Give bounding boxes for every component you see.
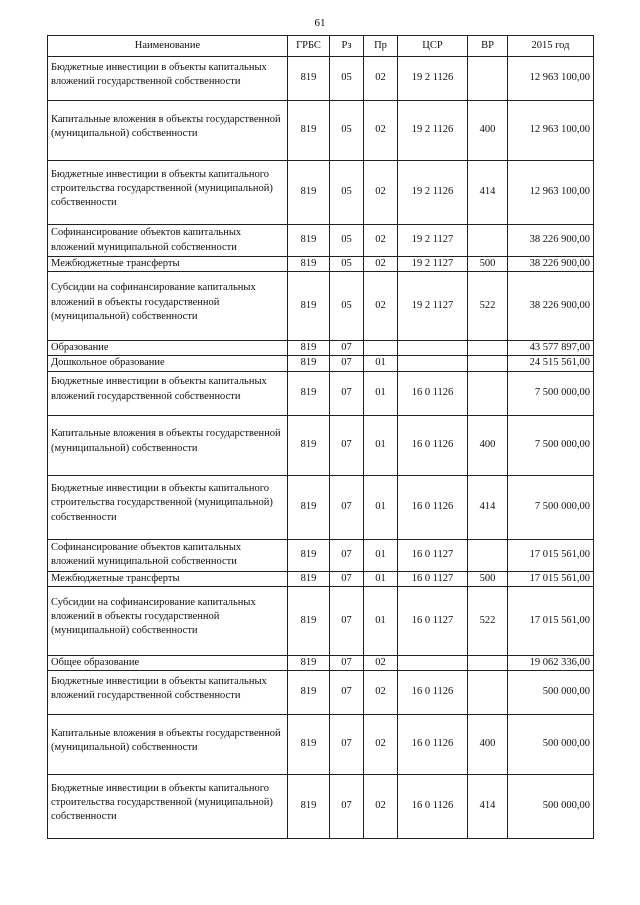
row-csr: 16 0 1126 <box>398 475 468 539</box>
row-rz: 07 <box>330 571 364 586</box>
row-csr: 19 2 1126 <box>398 101 468 161</box>
table-row <box>48 161 594 225</box>
table-header-row <box>48 36 594 57</box>
row-name: Софинансирование объектов капитальных вложений муниципальной собственности <box>48 539 288 571</box>
table-row <box>48 356 594 371</box>
row-rz: 07 <box>330 415 364 475</box>
row-pr: 01 <box>364 475 398 539</box>
row-csr: 16 0 1126 <box>398 670 468 714</box>
table-row <box>48 586 594 655</box>
row-amount: 17 015 561,00 <box>508 586 594 655</box>
row-name: Бюджетные инвестиции в объекты капитальных вложений государственной собственности <box>48 371 288 415</box>
row-vr: 522 <box>468 586 508 655</box>
table-row <box>48 341 594 356</box>
row-name: Субсидии на софинансирование капитальных вложений в объекты государственной (муниципальной) собственности <box>48 272 288 341</box>
row-amount: 12 963 100,00 <box>508 161 594 225</box>
row-pr <box>364 341 398 356</box>
row-grbs: 819 <box>288 774 330 838</box>
row-rz: 07 <box>330 341 364 356</box>
row-amount: 38 226 900,00 <box>508 225 594 257</box>
row-pr: 02 <box>364 655 398 670</box>
row-name: Бюджетные инвестиции в объекты капитального строительства государственной (муниципальной) собственности <box>48 475 288 539</box>
row-grbs: 819 <box>288 714 330 774</box>
row-vr: 500 <box>468 571 508 586</box>
row-rz: 05 <box>330 161 364 225</box>
row-pr: 01 <box>364 371 398 415</box>
row-csr: 16 0 1127 <box>398 539 468 571</box>
row-pr: 02 <box>364 225 398 257</box>
row-vr: 400 <box>468 101 508 161</box>
row-name: Бюджетные инвестиции в объекты капитальных вложений государственной собственности <box>48 670 288 714</box>
row-amount: 7 500 000,00 <box>508 415 594 475</box>
row-grbs: 819 <box>288 670 330 714</box>
table-row <box>48 415 594 475</box>
row-name: Бюджетные инвестиции в объекты капитального строительства государственной (муниципальной) собственности <box>48 774 288 838</box>
row-amount: 500 000,00 <box>508 670 594 714</box>
row-pr: 02 <box>364 714 398 774</box>
row-csr: 16 0 1126 <box>398 371 468 415</box>
page-number: 61 <box>314 17 326 29</box>
row-vr <box>468 539 508 571</box>
row-amount: 7 500 000,00 <box>508 475 594 539</box>
row-rz: 07 <box>330 371 364 415</box>
row-pr: 01 <box>364 586 398 655</box>
row-amount: 500 000,00 <box>508 714 594 774</box>
row-vr: 414 <box>468 161 508 225</box>
row-grbs: 819 <box>288 415 330 475</box>
row-pr: 02 <box>364 257 398 272</box>
row-csr: 16 0 1127 <box>398 571 468 586</box>
table-row <box>48 670 594 714</box>
table-row <box>48 272 594 341</box>
row-name: Капитальные вложения в объекты государственной (муниципальной) собственности <box>48 415 288 475</box>
row-vr: 500 <box>468 257 508 272</box>
header-rz: Рз <box>330 36 364 57</box>
row-amount: 17 015 561,00 <box>508 539 594 571</box>
row-csr <box>398 356 468 371</box>
row-vr <box>468 57 508 101</box>
row-grbs: 819 <box>288 586 330 655</box>
table-row <box>48 257 594 272</box>
table-row <box>48 714 594 774</box>
row-csr: 19 2 1127 <box>398 225 468 257</box>
row-amount: 7 500 000,00 <box>508 371 594 415</box>
row-csr: 16 0 1127 <box>398 586 468 655</box>
row-name: Капитальные вложения в объекты государственной (муниципальной) собственности <box>48 714 288 774</box>
row-name: Дошкольное образование <box>48 356 288 371</box>
row-grbs: 819 <box>288 341 330 356</box>
row-vr <box>468 225 508 257</box>
row-vr <box>468 356 508 371</box>
row-rz: 07 <box>330 586 364 655</box>
row-amount: 38 226 900,00 <box>508 272 594 341</box>
row-pr: 02 <box>364 101 398 161</box>
row-pr: 02 <box>364 161 398 225</box>
row-vr: 522 <box>468 272 508 341</box>
budget-table <box>47 35 594 839</box>
row-vr <box>468 670 508 714</box>
row-pr: 02 <box>364 57 398 101</box>
row-grbs: 819 <box>288 539 330 571</box>
row-grbs: 819 <box>288 655 330 670</box>
row-rz: 05 <box>330 257 364 272</box>
row-csr: 19 2 1126 <box>398 161 468 225</box>
row-csr: 19 2 1127 <box>398 272 468 341</box>
row-vr: 400 <box>468 714 508 774</box>
table-row <box>48 655 594 670</box>
row-csr: 19 2 1127 <box>398 257 468 272</box>
row-grbs: 819 <box>288 371 330 415</box>
row-amount: 24 515 561,00 <box>508 356 594 371</box>
row-csr: 19 2 1126 <box>398 57 468 101</box>
row-rz: 05 <box>330 225 364 257</box>
row-name: Бюджетные инвестиции в объекты капитальных вложений государственной собственности <box>48 57 288 101</box>
table-row <box>48 101 594 161</box>
row-grbs: 819 <box>288 225 330 257</box>
table-row <box>48 539 594 571</box>
header-vr: ВР <box>468 36 508 57</box>
row-vr <box>468 655 508 670</box>
row-vr: 414 <box>468 475 508 539</box>
row-name: Софинансирование объектов капитальных вложений муниципальной собственности <box>48 225 288 257</box>
row-vr <box>468 341 508 356</box>
row-rz: 05 <box>330 101 364 161</box>
row-vr: 400 <box>468 415 508 475</box>
row-name: Капитальные вложения в объекты государственной (муниципальной) собственности <box>48 101 288 161</box>
row-csr <box>398 655 468 670</box>
row-rz: 07 <box>330 714 364 774</box>
row-csr: 16 0 1126 <box>398 774 468 838</box>
row-grbs: 819 <box>288 571 330 586</box>
row-name: Общее образование <box>48 655 288 670</box>
row-amount: 19 062 336,00 <box>508 655 594 670</box>
table-row <box>48 225 594 257</box>
row-amount: 38 226 900,00 <box>508 257 594 272</box>
row-pr: 01 <box>364 571 398 586</box>
row-csr <box>398 341 468 356</box>
row-grbs: 819 <box>288 356 330 371</box>
row-amount: 17 015 561,00 <box>508 571 594 586</box>
row-amount: 12 963 100,00 <box>508 101 594 161</box>
row-pr: 01 <box>364 539 398 571</box>
row-rz: 05 <box>330 57 364 101</box>
row-grbs: 819 <box>288 475 330 539</box>
header-csr: ЦСР <box>398 36 468 57</box>
row-rz: 07 <box>330 774 364 838</box>
table-row <box>48 571 594 586</box>
row-name: Межбюджетные трансферты <box>48 571 288 586</box>
row-name: Бюджетные инвестиции в объекты капитального строительства государственной (муниципальной) собственности <box>48 161 288 225</box>
table-row <box>48 475 594 539</box>
header-grbs: ГРБС <box>288 36 330 57</box>
row-rz: 05 <box>330 272 364 341</box>
row-csr: 16 0 1126 <box>398 714 468 774</box>
row-pr: 01 <box>364 356 398 371</box>
row-rz: 07 <box>330 539 364 571</box>
header-year: 2015 год <box>508 36 594 57</box>
row-csr: 16 0 1126 <box>398 415 468 475</box>
row-pr: 01 <box>364 415 398 475</box>
row-pr: 02 <box>364 670 398 714</box>
table-row <box>48 57 594 101</box>
row-grbs: 819 <box>288 57 330 101</box>
table-row <box>48 371 594 415</box>
header-name: Наименование <box>48 36 288 57</box>
row-grbs: 819 <box>288 257 330 272</box>
row-rz: 07 <box>330 356 364 371</box>
row-rz: 07 <box>330 670 364 714</box>
row-vr: 414 <box>468 774 508 838</box>
row-vr <box>468 371 508 415</box>
row-amount: 12 963 100,00 <box>508 57 594 101</box>
row-grbs: 819 <box>288 161 330 225</box>
header-pr: Пр <box>364 36 398 57</box>
row-rz: 07 <box>330 655 364 670</box>
row-grbs: 819 <box>288 101 330 161</box>
row-amount: 500 000,00 <box>508 774 594 838</box>
row-name: Образование <box>48 341 288 356</box>
table-row <box>48 774 594 838</box>
row-rz: 07 <box>330 475 364 539</box>
row-name: Межбюджетные трансферты <box>48 257 288 272</box>
row-name: Субсидии на софинансирование капитальных вложений в объекты государственной (муниципальной) собственности <box>48 586 288 655</box>
row-pr: 02 <box>364 774 398 838</box>
row-pr: 02 <box>364 272 398 341</box>
row-grbs: 819 <box>288 272 330 341</box>
row-amount: 43 577 897,00 <box>508 341 594 356</box>
